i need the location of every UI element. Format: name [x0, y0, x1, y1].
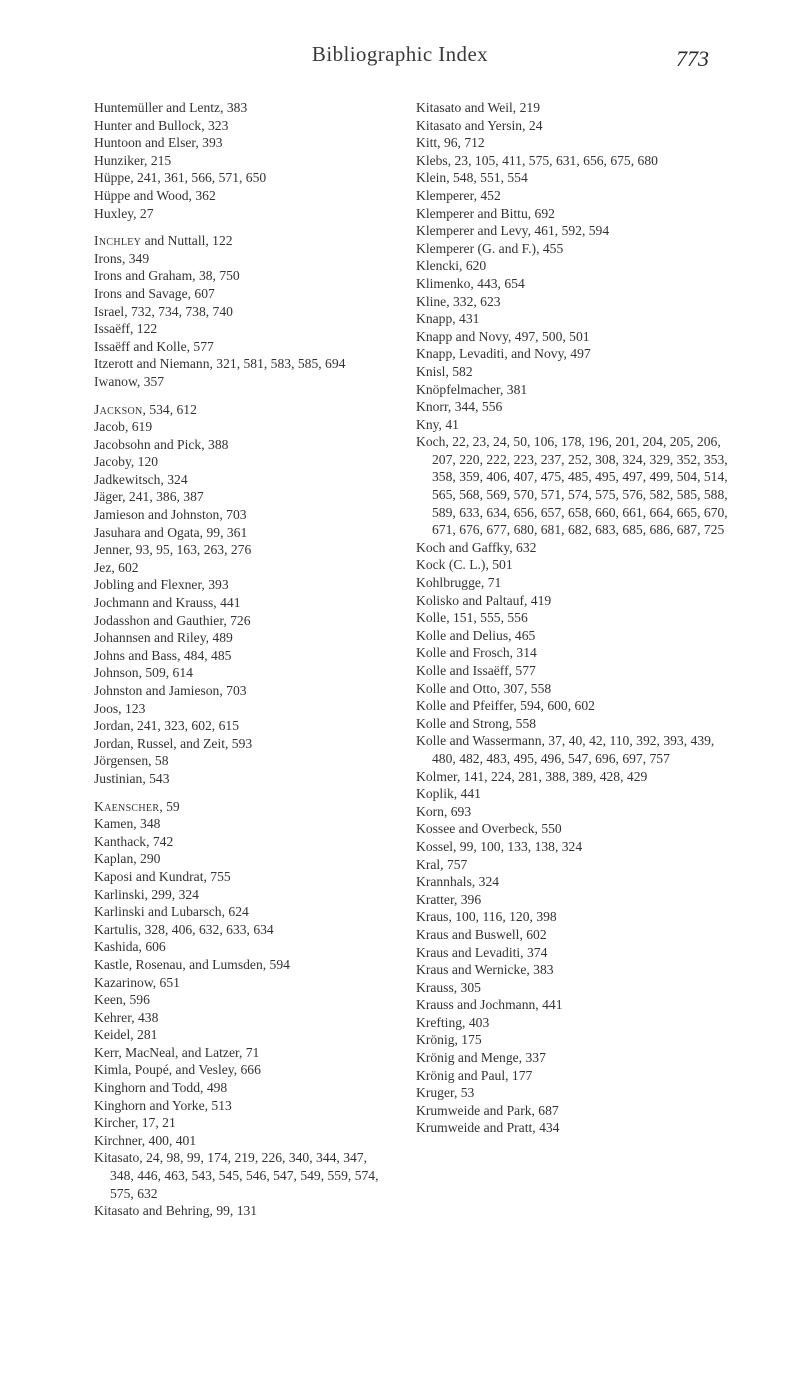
index-entry	[416, 856, 736, 874]
entry-text: Kny, 41	[416, 416, 459, 432]
entry-text: Kitasato, 24, 98, 99, 174, 219, 226, 340, 344, 347, 348, 446, 463, 543, 545, 546, 547, 549, 559, 574, 575, 632	[94, 1150, 379, 1201]
entry-text: and Nuttall, 122	[141, 233, 233, 249]
entry-text: Kitasato and Yersin, 24	[416, 117, 543, 133]
index-entry	[94, 798, 394, 816]
entry-text: Kline, 332, 623	[416, 293, 501, 309]
entry-text: Kolle and Frosch, 314	[416, 645, 537, 661]
index-entry	[416, 345, 736, 363]
index-section	[94, 401, 394, 788]
entry-text: Jodasshon and Gauthier, 726	[94, 612, 251, 628]
entry-text: Knorr, 344, 556	[416, 399, 503, 415]
index-entry	[416, 838, 736, 856]
index-entry	[94, 974, 394, 992]
index-entry	[94, 700, 394, 718]
entry-text: Issaëff and Kolle, 577	[94, 338, 214, 354]
entry-text: Kartulis, 328, 406, 632, 633, 634	[94, 921, 274, 937]
index-entry	[416, 134, 736, 152]
index-entry	[416, 381, 736, 399]
entry-text: Klemperer and Levy, 461, 592, 594	[416, 223, 610, 239]
index-entry	[94, 1114, 394, 1132]
index-section	[94, 232, 394, 390]
index-entry	[416, 592, 736, 610]
entry-text: Itzerott and Niemann, 321, 581, 583, 585, 694	[94, 356, 346, 372]
entry-text: Jacob, 619	[94, 419, 153, 435]
entry-text: Krönig and Menge, 337	[416, 1050, 546, 1066]
entry-text: , 534, 612	[142, 401, 197, 417]
entry-text: Kaposi and Kundrat, 755	[94, 868, 231, 884]
entry-text: Krönig and Paul, 177	[416, 1067, 533, 1083]
entry-text: Kolle and Wassermann, 37, 40, 42, 110, 392, 393, 439, 480, 482, 483, 495, 496, 547, 696, 697, 757	[416, 733, 715, 766]
index-entry	[416, 785, 736, 803]
entry-text: Klencki, 620	[416, 258, 487, 274]
index-entry	[94, 921, 394, 939]
index-entry	[94, 232, 394, 250]
index-entry	[94, 373, 394, 391]
index-entry	[416, 996, 736, 1014]
index-entry	[416, 715, 736, 733]
section-lead-name: Kaenscher	[94, 798, 160, 814]
index-entry	[94, 594, 394, 612]
index-entry	[94, 488, 394, 506]
entry-text: Kolle and Otto, 307, 558	[416, 680, 552, 696]
index-entry	[94, 629, 394, 647]
entry-text: Kolisko and Paltauf, 419	[416, 592, 552, 608]
index-entry	[94, 612, 394, 630]
index-entry	[416, 222, 736, 240]
entry-text: Kolle and Strong, 558	[416, 715, 537, 731]
index-entry	[94, 664, 394, 682]
index-entry	[94, 752, 394, 770]
index-entry	[94, 956, 394, 974]
entry-text: Iwanow, 357	[94, 373, 165, 389]
entry-text: Kinghorn and Yorke, 513	[94, 1097, 232, 1113]
entry-text: Kraus and Buswell, 602	[416, 926, 547, 942]
entry-text: Kitt, 96, 712	[416, 135, 485, 151]
index-entry	[94, 187, 394, 205]
index-entry	[94, 938, 394, 956]
index-entry	[94, 886, 394, 904]
entry-text: Huntoon and Elser, 393	[94, 135, 223, 151]
entry-text: Knapp, Levaditi, and Novy, 497	[416, 346, 591, 362]
index-entry	[94, 453, 394, 471]
index-entry	[94, 850, 394, 868]
index-entry	[416, 275, 736, 293]
entry-text: Koch, 22, 23, 24, 50, 106, 178, 196, 201, 204, 205, 206, 207, 220, 222, 223, 237, 252, 308, 324, 329, 352, 353, 358, 359, 406, 407, 475, 485, 495, 497, 499, 504, 514, 565, 568, 569, 570, 571, 574, 575, 576, 582, 585, 588, 589, 633, 634, 656, 657, 658, 660, 661, 664, 665, 670, 671, 676, 677, 680, 681, 682, 683, 685, 686, 687, 725	[416, 434, 728, 538]
index-entry	[94, 524, 394, 542]
entry-text: Karlinski and Lubarsch, 624	[94, 904, 249, 920]
index-entry	[416, 310, 736, 328]
index-entry	[94, 205, 394, 223]
index-entry	[94, 134, 394, 152]
entry-text: Krumweide and Pratt, 434	[416, 1120, 560, 1136]
index-entry	[94, 117, 394, 135]
index-entry	[416, 609, 736, 627]
entry-text: Koplik, 441	[416, 786, 481, 802]
entry-text: Kimla, Poupé, and Vesley, 666	[94, 1062, 261, 1078]
entry-text: Klemperer (G. and F.), 455	[416, 240, 564, 256]
index-entry	[416, 205, 736, 223]
index-entry	[94, 285, 394, 303]
section-lead-name: Jackson	[94, 401, 143, 417]
index-entry	[94, 99, 394, 117]
index-entry	[94, 338, 394, 356]
entry-text: Kossee and Overbeck, 550	[416, 821, 562, 837]
entry-text: Jadkewitsch, 324	[94, 471, 188, 487]
index-entry	[416, 293, 736, 311]
index-entry	[416, 169, 736, 187]
entry-text: Keen, 596	[94, 992, 150, 1008]
index-entry	[94, 320, 394, 338]
index-entry	[416, 1102, 736, 1120]
index-entry	[416, 99, 736, 117]
entry-text: Karlinski, 299, 324	[94, 886, 199, 902]
entry-text: Irons, 349	[94, 250, 150, 266]
index-entry	[94, 576, 394, 594]
index-entry	[416, 944, 736, 962]
index-entry	[416, 1119, 736, 1137]
entry-text: Israel, 732, 734, 738, 740	[94, 303, 233, 319]
index-entry	[416, 961, 736, 979]
running-title: Bibliographic Index	[311, 42, 489, 66]
index-entry	[416, 908, 736, 926]
index-entry	[94, 436, 394, 454]
index-column-right	[416, 99, 736, 1137]
entry-text: Jochmann and Krauss, 441	[94, 595, 241, 611]
index-entry	[416, 820, 736, 838]
entry-text: Hunter and Bullock, 323	[94, 117, 229, 133]
entry-text: Kratter, 396	[416, 891, 482, 907]
entry-text: Koch and Gaffky, 632	[416, 539, 537, 555]
entry-text: Johns and Bass, 484, 485	[94, 647, 232, 663]
index-entry	[416, 768, 736, 786]
entry-text: Klebs, 23, 105, 411, 575, 631, 656, 675, 680	[416, 152, 658, 168]
entry-text: Kamen, 348	[94, 816, 161, 832]
index-entry	[94, 1132, 394, 1150]
entry-text: Jordan, Russel, and Zeit, 593	[94, 735, 253, 751]
index-entry	[94, 506, 394, 524]
entry-text: Issaëff, 122	[94, 321, 158, 337]
index-entry	[416, 803, 736, 821]
entry-text: Kruger, 53	[416, 1085, 475, 1101]
index-entry	[416, 416, 736, 434]
index-entry	[416, 328, 736, 346]
entry-text: Kashida, 606	[94, 939, 166, 955]
entry-text: Johannsen and Riley, 489	[94, 630, 233, 646]
entry-text: Jobling and Flexner, 393	[94, 577, 229, 593]
entry-text: Kolmer, 141, 224, 281, 388, 389, 428, 429	[416, 768, 648, 784]
index-entry	[416, 117, 736, 135]
index-entry	[94, 355, 394, 373]
index-entry	[416, 1067, 736, 1085]
index-entry	[94, 1044, 394, 1062]
entry-text: Jasuhara and Ogata, 99, 361	[94, 524, 248, 540]
entry-text: Kolle and Delius, 465	[416, 627, 536, 643]
entry-text: Kolle, 151, 555, 556	[416, 610, 528, 626]
index-entry	[416, 926, 736, 944]
entry-text: Knapp and Novy, 497, 500, 501	[416, 328, 590, 344]
index-entry	[94, 250, 394, 268]
index-entry	[416, 979, 736, 997]
index-entry	[416, 891, 736, 909]
entry-text: Jez, 602	[94, 559, 139, 575]
entry-text: Jörgensen, 58	[94, 753, 169, 769]
entry-text: Irons and Graham, 38, 750	[94, 268, 240, 284]
index-section	[416, 99, 736, 1137]
entry-text: Huntemüller and Lentz, 383	[94, 100, 248, 115]
entry-text: Klemperer, 452	[416, 187, 501, 203]
entry-text: Knisl, 582	[416, 363, 473, 379]
index-entry	[416, 680, 736, 698]
entry-text: Kral, 757	[416, 856, 468, 872]
entry-text: Johnson, 509, 614	[94, 665, 193, 681]
index-entry	[416, 1084, 736, 1102]
index-entry	[416, 1031, 736, 1049]
entry-text: Justinian, 543	[94, 770, 170, 786]
entry-text: Keidel, 281	[94, 1027, 158, 1043]
entry-text: Jacoby, 120	[94, 454, 159, 470]
index-entry	[94, 735, 394, 753]
index-entry	[416, 662, 736, 680]
entry-text: Kinghorn and Todd, 498	[94, 1080, 228, 1096]
index-entry	[416, 873, 736, 891]
entry-text: Kitasato and Weil, 219	[416, 100, 540, 115]
page-header	[0, 38, 800, 78]
index-entry	[94, 903, 394, 921]
index-entry	[94, 1009, 394, 1027]
index-entry	[94, 1097, 394, 1115]
entry-text: Kock (C. L.), 501	[416, 557, 513, 573]
index-entry	[94, 717, 394, 735]
index-entry	[94, 1061, 394, 1079]
entry-text: Kolle and Pfeiffer, 594, 600, 602	[416, 698, 595, 714]
index-section	[94, 99, 394, 222]
entry-text: Jordan, 241, 323, 602, 615	[94, 718, 239, 734]
entry-text: Krauss and Jochmann, 441	[416, 997, 563, 1013]
index-entry	[416, 1049, 736, 1067]
index-entry	[94, 152, 394, 170]
index-entry	[94, 815, 394, 833]
entry-text: Krönig, 175	[416, 1032, 482, 1048]
entry-text: Kitasato and Behring, 99, 131	[94, 1203, 258, 1219]
entry-text: Kohlbrugge, 71	[416, 575, 502, 591]
index-entry	[94, 401, 394, 419]
index-entry	[416, 627, 736, 645]
index-entry	[416, 556, 736, 574]
index-entry	[94, 541, 394, 559]
entry-text: Hunziker, 215	[94, 152, 172, 168]
index-entry	[416, 433, 736, 539]
entry-text: Krefting, 403	[416, 1014, 490, 1030]
index-entry	[94, 303, 394, 321]
index-entry	[94, 770, 394, 788]
page-number: 773	[676, 46, 709, 71]
entry-text: Klimenko, 443, 654	[416, 275, 525, 291]
entry-text: Krannhals, 324	[416, 874, 500, 890]
index-entry	[416, 187, 736, 205]
index-entry	[94, 1026, 394, 1044]
entry-text: Kastle, Rosenau, and Lumsden, 594	[94, 956, 290, 972]
index-entry	[94, 267, 394, 285]
entry-text: Kircher, 17, 21	[94, 1115, 176, 1131]
entry-text: Kolle and Issaëff, 577	[416, 663, 536, 678]
entry-text: Kanthack, 742	[94, 833, 174, 849]
entry-text: Hüppe, 241, 361, 566, 571, 650	[94, 170, 267, 186]
entry-text: Jenner, 93, 95, 163, 263, 276	[94, 542, 252, 558]
entry-text: , 59	[159, 798, 180, 814]
entry-text: Knapp, 431	[416, 311, 480, 327]
entry-text: Klemperer and Bittu, 692	[416, 205, 555, 221]
index-entry	[94, 1149, 394, 1202]
index-entry	[94, 471, 394, 489]
entry-text: Kirchner, 400, 401	[94, 1132, 197, 1148]
index-entry	[416, 240, 736, 258]
entry-text: Joos, 123	[94, 700, 146, 716]
index-entry	[94, 682, 394, 700]
entry-text: Jacobsohn and Pick, 388	[94, 436, 229, 452]
entry-text: Kraus and Levaditi, 374	[416, 944, 548, 960]
entry-text: Kaplan, 290	[94, 851, 161, 867]
entry-text: Huxley, 27	[94, 205, 154, 221]
entry-text: Hüppe and Wood, 362	[94, 187, 216, 203]
index-entry	[416, 697, 736, 715]
entry-text: Jäger, 241, 386, 387	[94, 489, 204, 505]
index-entry	[416, 732, 736, 767]
entry-text: Kerr, MacNeal, and Latzer, 71	[94, 1044, 260, 1060]
index-column-left	[94, 99, 394, 1220]
index-entry	[94, 868, 394, 886]
entry-text: Krumweide and Park, 687	[416, 1102, 559, 1118]
entry-text: Krauss, 305	[416, 979, 481, 995]
entry-text: Klein, 548, 551, 554	[416, 170, 528, 186]
index-entry	[94, 647, 394, 665]
index-section	[94, 798, 394, 1220]
entry-text: Kazarinow, 651	[94, 974, 180, 990]
entry-text: Kraus and Wernicke, 383	[416, 962, 554, 978]
index-entry	[94, 991, 394, 1009]
entry-text: Kossel, 99, 100, 133, 138, 324	[416, 838, 583, 854]
index-entry	[416, 539, 736, 557]
entry-text: Irons and Savage, 607	[94, 285, 215, 301]
index-entry	[416, 398, 736, 416]
index-entry	[416, 257, 736, 275]
index-entry	[416, 152, 736, 170]
index-entry	[416, 644, 736, 662]
index-entry	[94, 1079, 394, 1097]
section-lead-name: Inchley	[94, 233, 142, 249]
entry-text: Kraus, 100, 116, 120, 398	[416, 909, 557, 925]
entry-text: Korn, 693	[416, 803, 472, 819]
index-entry	[416, 574, 736, 592]
entry-text: Knöpfelmacher, 381	[416, 381, 528, 397]
entry-text: Johnston and Jamieson, 703	[94, 683, 247, 698]
entry-text: Kehrer, 438	[94, 1009, 159, 1025]
index-entry	[94, 418, 394, 436]
index-entry	[94, 169, 394, 187]
entry-text: Jamieson and Johnston, 703	[94, 507, 247, 523]
index-entry	[94, 833, 394, 851]
index-entry	[94, 1202, 394, 1220]
index-entry	[416, 363, 736, 381]
index-entry	[416, 1014, 736, 1032]
index-entry	[94, 559, 394, 577]
